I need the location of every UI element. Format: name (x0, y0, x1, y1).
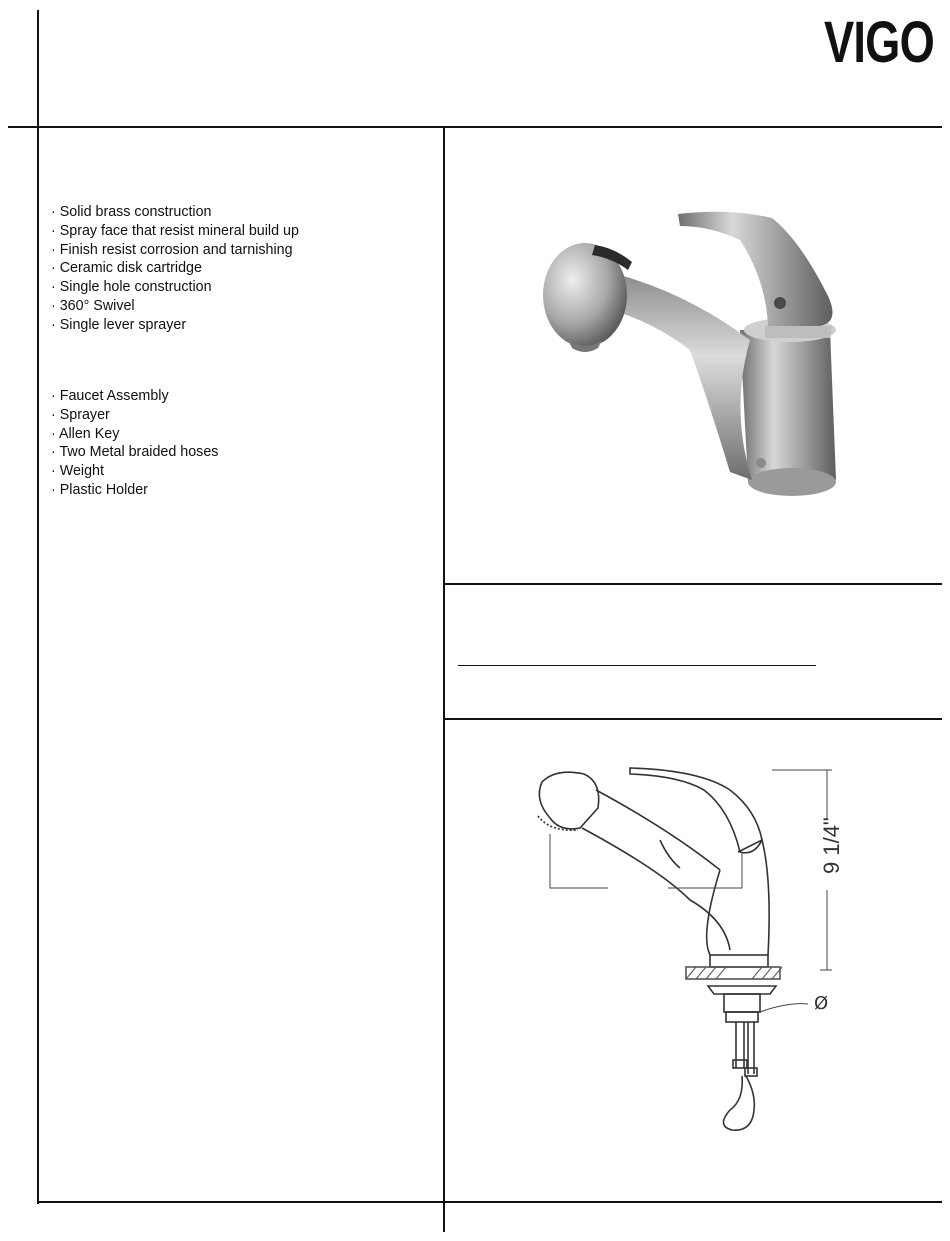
include-item: · Two Metal braided hoses (51, 443, 218, 462)
feature-item: · Single lever sprayer (51, 316, 299, 335)
include-item: · Allen Key (51, 425, 218, 444)
logo-text: VIGO (824, 10, 935, 75)
photo-section-divider (443, 583, 942, 585)
include-item: · Faucet Assembly (51, 387, 218, 406)
feature-item: · Solid brass construction (51, 203, 299, 222)
feature-item: · Single hole construction (51, 278, 299, 297)
faucet-product-photo (540, 200, 850, 520)
footer-divider (37, 1201, 942, 1203)
include-item: · Plastic Holder (51, 481, 218, 500)
feature-item: · 360° Swivel (51, 297, 299, 316)
includes-list (51, 387, 218, 500)
include-item: · Sprayer (51, 406, 218, 425)
feature-item: · Spray face that resist mineral build up (51, 222, 299, 241)
left-border-line (37, 10, 39, 1204)
drawing-section-divider (443, 718, 942, 720)
underline-rule (458, 665, 816, 666)
center-divider (443, 126, 445, 1232)
height-dimension-label: 9 1/4" (819, 817, 844, 874)
faucet-technical-drawing (520, 760, 850, 1140)
feature-item: · Ceramic disk cartridge (51, 259, 299, 278)
feature-item: · Finish resist corrosion and tarnishing (51, 241, 299, 260)
header-divider (8, 126, 942, 128)
features-list (51, 203, 299, 335)
include-item: · Weight (51, 462, 218, 481)
vigo-logo (824, 10, 936, 90)
diameter-dimension-label: Ø (814, 993, 829, 1014)
